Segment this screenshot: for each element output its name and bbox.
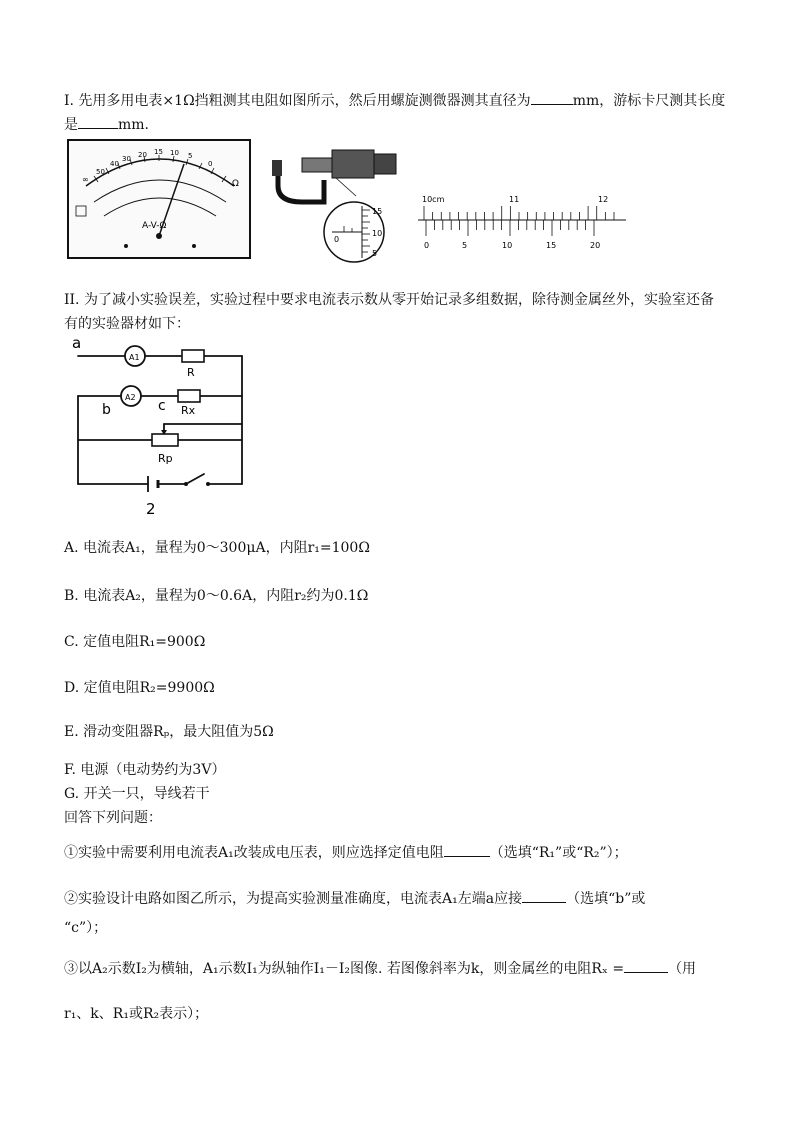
micrometer-tick-10: 10	[372, 229, 383, 238]
caliper-main-11: 11	[509, 195, 520, 204]
q1-text-a: ①实验中需要利用电流表A₁改装成电压表，则应选择定值电阻	[64, 845, 444, 861]
option-e: E. 滑动变阻器Rₚ，最大阻值为5Ω	[64, 724, 274, 740]
circuit-diagram	[68, 334, 258, 518]
option-g: G. 开关一只，导线若干	[64, 786, 210, 802]
multimeter-icon	[68, 140, 250, 258]
caliper-vernier-15: 15	[546, 241, 557, 250]
vernier-caliper-icon	[418, 195, 626, 250]
ammeter-a1-label: A1	[129, 353, 140, 362]
measurement-figure	[66, 136, 636, 266]
q2-text-b: （选填“b”或	[566, 891, 646, 907]
ohm-scale-40: 40	[110, 160, 119, 168]
q1-text-b: （选填“R₁”或“R₂”）；	[489, 845, 628, 861]
ohm-scale-30: 30	[122, 155, 131, 163]
q3-blank[interactable]	[624, 958, 668, 973]
figure-2-label: 2	[146, 500, 156, 518]
ammeter-a2-label: A2	[125, 393, 136, 402]
ohm-scale-50: 50	[96, 168, 105, 176]
length-blank[interactable]	[78, 114, 118, 129]
q2-text-a: ②实验设计电路如图乙所示，为提高实验测量准确度，电流表A₁左端a应接	[64, 891, 523, 907]
node-c-label: c	[158, 398, 166, 414]
part1-text-b: mm，游标卡尺测其长度	[572, 93, 726, 109]
micrometer-tick-15: 15	[372, 207, 383, 216]
resistor-rx-icon	[178, 390, 200, 402]
option-d: D. 定值电阻R₂=9900Ω	[64, 680, 215, 696]
question-3-cont: r₁、k、R₁或R₂表示）；	[64, 1006, 209, 1022]
q2-blank[interactable]	[522, 888, 566, 903]
resistor-rx-label: Rx	[181, 404, 196, 417]
part1-text-c: 是	[64, 117, 78, 133]
ohm-scale-15: 15	[154, 148, 163, 156]
caliper-main-10cm: 10cm	[422, 195, 445, 204]
micrometer-tick-5: 5	[372, 249, 378, 258]
ohm-scale-20: 20	[138, 151, 147, 159]
rheostat-rp-label: Rp	[158, 452, 173, 465]
caliper-main-12: 12	[598, 195, 609, 204]
diameter-blank[interactable]	[531, 90, 573, 105]
multimeter-label: A-V-Ω	[142, 221, 167, 231]
resistor-r-label: R	[187, 366, 195, 379]
option-f: F. 电源（电动势约为3V）	[64, 762, 226, 778]
switch-icon	[184, 482, 188, 486]
q1-blank[interactable]	[444, 842, 490, 857]
option-a: A. 电流表A₁，量程为0～300μA，内阻r₁=100Ω	[64, 540, 370, 556]
part2-intro-1: II. 为了减小实验误差，实验过程中要求电流表示数从零开始记录多组数据，除待测金属丝外，实验室还备	[64, 292, 714, 308]
ohm-symbol: Ω	[232, 179, 239, 189]
part2-intro-2: 有的实验器材如下：	[64, 316, 190, 332]
option-b: B. 电流表A₂，量程为0～0.6A，内阻r₂约为0.1Ω	[64, 588, 369, 604]
micrometer-icon	[272, 150, 396, 262]
node-b-label: b	[102, 402, 111, 418]
ohm-scale-0: 0	[208, 160, 213, 168]
resistor-r-icon	[182, 350, 204, 362]
node-a-label: a	[72, 334, 82, 352]
question-1	[64, 842, 628, 863]
q3-text-a: ③以A₂示数I₂为横轴，A₁示数I₁为纵轴作I₁－I₂图像. 若图像斜率为k，则金属丝的电阻Rₓ =	[64, 961, 625, 977]
caliper-vernier-20: 20	[590, 241, 601, 250]
part1-line1	[64, 90, 725, 111]
caliper-vernier-10: 10	[502, 241, 513, 250]
micrometer-tick-0: 0	[334, 235, 340, 244]
part1-line2	[64, 114, 149, 135]
caliper-vernier-5: 5	[462, 241, 468, 250]
question-3	[64, 958, 696, 979]
option-c: C. 定值电阻R₁=900Ω	[64, 634, 206, 650]
part1-text-d: mm.	[118, 117, 150, 133]
rheostat-rp-icon	[152, 434, 178, 446]
caliper-vernier-0: 0	[424, 241, 430, 250]
questions-intro: 回答下列问题：	[64, 810, 162, 826]
ohm-scale-10: 10	[170, 149, 179, 157]
ohm-scale-5: 5	[188, 152, 193, 160]
ohm-scale-inf: ∞	[82, 175, 89, 184]
q3-text-b: （用	[668, 961, 697, 977]
part1-text-a: I. 先用多用电表×1Ω挡粗测其电阻如图所示，然后用螺旋测微器测其直径为	[64, 93, 531, 109]
question-2	[64, 888, 645, 909]
question-2-cont: “c”）；	[64, 920, 108, 936]
